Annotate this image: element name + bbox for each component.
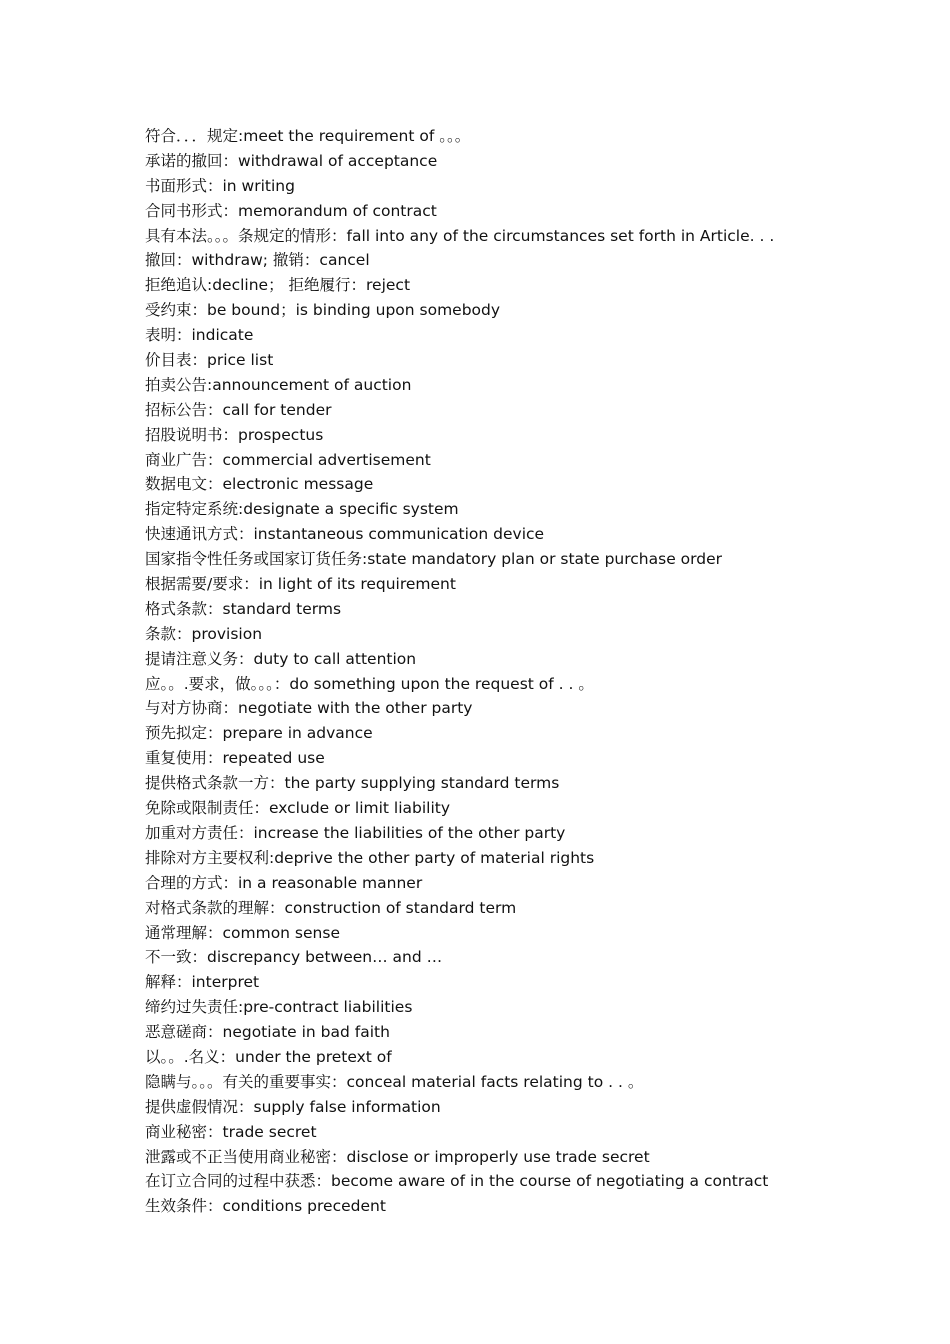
glossary-entry: 符合．．．规定:meet the requirement of 。。。 <box>145 127 471 145</box>
glossary-entry: 国家指令性任务或国家订货任务:state mandatory plan or state purchase order <box>145 550 722 569</box>
glossary-entry: 格式条款：standard terms <box>145 599 342 618</box>
glossary-entry: 排除对方主要权利:deprive the other party of material rights <box>145 848 595 867</box>
glossary-entry: 应。。.要求，做。。。：do something upon the request of . . 。 <box>145 674 594 693</box>
glossary-entry: 根据需要/要求：in light of its requirement <box>145 575 456 594</box>
glossary-entry: 快速通讯方式：instantaneous communication device <box>145 525 545 544</box>
glossary-entry: 在订立合同的过程中获悉：become aware of in the course of negotiating a contract <box>145 1172 769 1191</box>
glossary-entry: 合同书形式：memorandum of contract <box>145 201 437 220</box>
glossary-entry: 以。。.名义：under the pretext of <box>145 1047 392 1066</box>
glossary-entry: 承诺的撤回：withdrawal of acceptance <box>145 151 438 170</box>
glossary-entry: 招股说明书：prospectus <box>145 425 324 444</box>
glossary-entry: 恶意磋商：negotiate in bad faith <box>145 1023 390 1042</box>
glossary-entry: 提供虚假情况：supply false information <box>145 1097 441 1116</box>
glossary-entry: 解释：interpret <box>145 973 260 992</box>
glossary-entry: 条款：provision <box>145 624 263 643</box>
glossary-entry: 招标公告：call for tender <box>145 400 332 419</box>
glossary-entry: 对格式条款的理解：construction of standard term <box>145 898 517 917</box>
glossary-entry: 书面形式：in writing <box>145 176 295 195</box>
glossary-entry: 通常理解：common sense <box>145 923 340 942</box>
glossary-entry: 商业秘密：trade secret <box>145 1122 317 1141</box>
glossary-entry: 撤回：withdraw; 撤销：cancel <box>145 251 370 270</box>
glossary-entry: 免除或限制责任：exclude or limit liability <box>145 799 451 818</box>
glossary-entry: 生效条件：conditions precedent <box>145 1197 386 1216</box>
glossary-entry: 合理的方式：in a reasonable manner <box>145 873 423 892</box>
glossary-entry: 提请注意义务：duty to call attention <box>145 649 417 668</box>
glossary-entry: 预先拟定：prepare in advance <box>145 724 373 743</box>
glossary-entry: 隐瞒与。。。有关的重要事实：conceal material facts relating to . . 。 <box>145 1072 644 1091</box>
glossary-list <box>145 124 935 1219</box>
glossary-entry: 表明：indicate <box>145 326 254 345</box>
glossary-entry: 加重对方责任：increase the liabilities of the other party <box>145 823 566 842</box>
glossary-entry: 拒绝追认:decline； 拒绝履行：reject <box>145 276 411 295</box>
glossary-entry: 指定特定系统:designate a specific system <box>145 500 459 519</box>
glossary-entry: 拍卖公告:announcement of auction <box>145 375 412 394</box>
glossary-entry: 商业广告：commercial advertisement <box>145 450 431 469</box>
glossary-entry: 缔约过失责任:pre-contract liabilities <box>145 998 413 1017</box>
glossary-entry: 重复使用：repeated use <box>145 749 325 768</box>
glossary-entry: 价目表：price list <box>145 351 274 370</box>
glossary-entry: 受约束：be bound；is binding upon somebody <box>145 301 501 320</box>
glossary-entry: 具有本法。。。条规定的情形：fall into any of the circumstances set forth in Article. . . <box>145 226 775 245</box>
glossary-entry: 数据电文：electronic message <box>145 475 374 494</box>
glossary-entry: 与对方协商：negotiate with the other party <box>145 699 473 718</box>
glossary-entry: 不一致：discrepancy between… and … <box>145 948 443 967</box>
glossary-entry: 泄露或不正当使用商业秘密：disclose or improperly use trade secret <box>145 1147 650 1166</box>
glossary-entry: 提供格式条款一方：the party supplying standard terms <box>145 774 560 793</box>
